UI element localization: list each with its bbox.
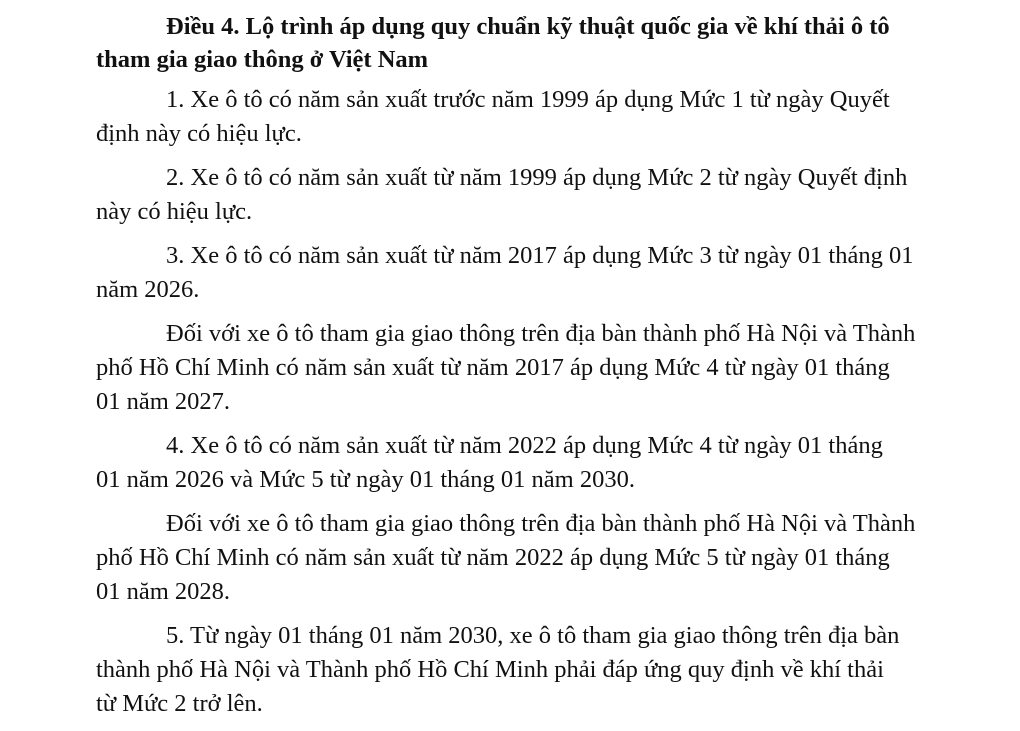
paragraph-3-exception: Đối với xe ô tô tham gia giao thông trên địa bàn thành phố Hà Nội và Thành phố Hồ Chí Minh có năm sản xuất từ năm 2017 áp dụng Mức 4 từ ngày 01 tháng 01 năm 2027. xyxy=(96,320,916,415)
paragraph-4: 4. Xe ô tô có năm sản xuất từ năm 2022 áp dụng Mức 4 từ ngày 01 tháng 01 năm 2026 và Mức 5 từ ngày 01 tháng 01 năm 2030. xyxy=(96,432,883,493)
article-heading: Điều 4. Lộ trình áp dụng quy chuẩn kỹ thuật quốc gia về khí thải ô tô tham gia giao thông ở Việt Nam xyxy=(96,13,890,73)
document-body xyxy=(96,10,948,731)
paragraph-5: 5. Từ ngày 01 tháng 01 năm 2030, xe ô tô tham gia giao thông trên địa bàn thành phố Hà Nội và Thành phố Hồ Chí Minh phải đáp ứng quy định về khí thải từ Mức 2 trở lên. xyxy=(96,622,900,717)
paragraph-3: 3. Xe ô tô có năm sản xuất từ năm 2017 áp dụng Mức 3 từ ngày 01 tháng 01 năm 2026. xyxy=(96,242,914,303)
paragraph-2: 2. Xe ô tô có năm sản xuất từ năm 1999 áp dụng Mức 2 từ ngày Quyết định này có hiệu lực. xyxy=(96,164,908,225)
paragraph-4-exception: Đối với xe ô tô tham gia giao thông trên địa bàn thành phố Hà Nội và Thành phố Hồ Chí Minh có năm sản xuất từ năm 2022 áp dụng Mức 5 từ ngày 01 tháng 01 năm 2028. xyxy=(96,510,916,605)
paragraph-1: 1. Xe ô tô có năm sản xuất trước năm 1999 áp dụng Mức 1 từ ngày Quyết định này có hiệu lực. xyxy=(96,86,890,147)
